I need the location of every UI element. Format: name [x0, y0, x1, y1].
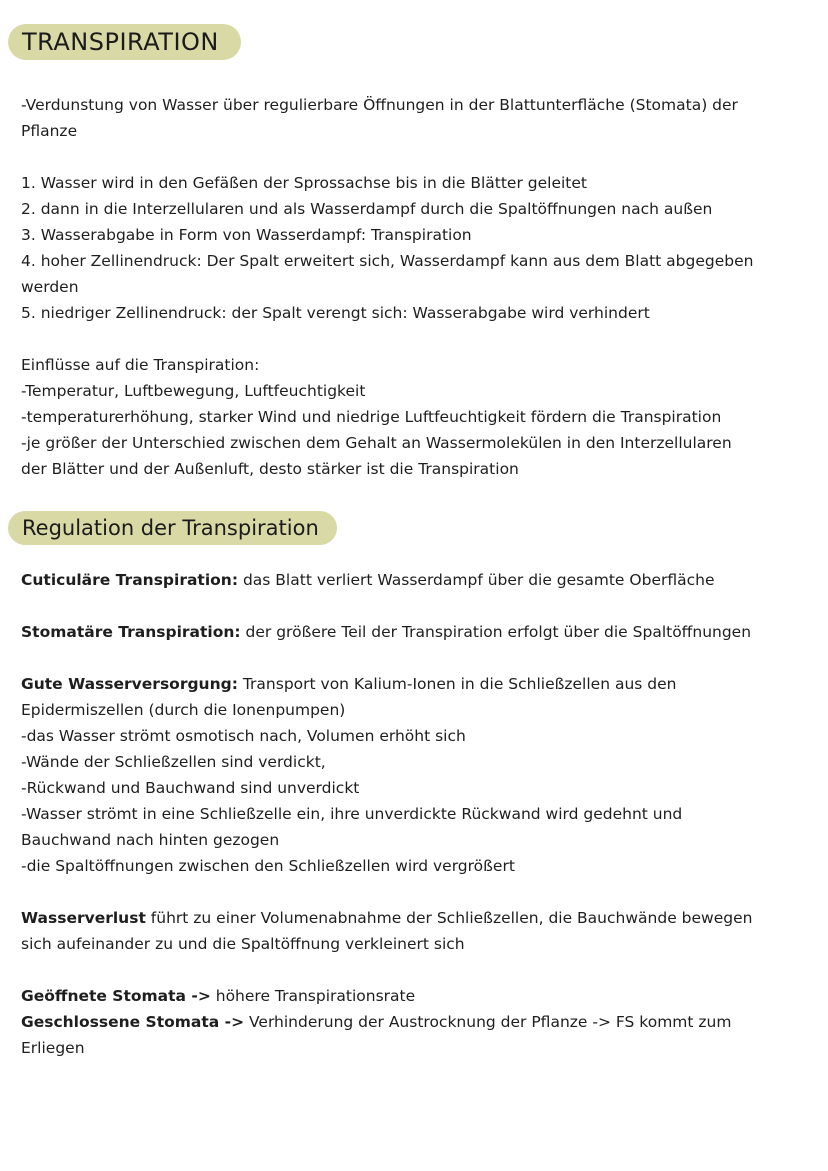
water-supply — [21, 671, 816, 697]
influence-item-continued: der Blätter und der Außenluft, desto stärker ist die Transpiration — [21, 460, 519, 478]
term-text: das Blatt verliert Wasserdampf über die gesamte Oberfläche — [238, 571, 715, 589]
water-supply-line: -das Wasser strömt osmotisch nach, Volumen erhöht sich — [21, 727, 466, 745]
term-label: Geschlossene Stomata -> — [21, 1013, 245, 1031]
water-loss — [21, 905, 816, 931]
step-1: 1. Wasser wird in den Gefäßen der Sprossachse bis in die Blätter geleitet — [21, 174, 587, 192]
term-text: führt zu einer Volumenabnahme der Schließzellen, die Bauchwände bewegen — [145, 909, 753, 927]
influence-item: -Temperatur, Luftbewegung, Luftfeuchtigkeit — [21, 382, 366, 400]
term-label: Wasserverlust — [21, 909, 146, 927]
water-supply-line: -die Spaltöffnungen zwischen den Schließzellen wird vergrößert — [21, 857, 515, 875]
water-supply-line: Epidermiszellen (durch die Ionenpumpen) — [21, 701, 346, 719]
definition-line-2: Pflanze — [21, 122, 78, 140]
water-loss-continued: sich aufeinander zu und die Spaltöffnung verkleinert sich — [21, 935, 465, 953]
step-4-continued: werden — [21, 278, 79, 296]
term-text: Verhinderung der Austrocknung der Pflanze -> FS kommt zum — [244, 1013, 732, 1031]
term-label: Geöffnete Stomata -> — [21, 987, 211, 1005]
water-supply-line: -Wasser strömt in eine Schließzelle ein, ihre unverdickte Rückwand wird gedehnt und — [21, 805, 683, 823]
water-supply-line: -Wände der Schließzellen sind verdickt, — [21, 753, 326, 771]
water-supply-line: -Rückwand und Bauchwand sind unverdickt — [21, 779, 360, 797]
water-supply-line: Bauchwand nach hinten gezogen — [21, 831, 280, 849]
step-4: 4. hoher Zellinendruck: Der Spalt erweitert sich, Wasserdampf kann aus dem Blatt abgegeben — [21, 252, 754, 270]
closed-stomata-continued: Erliegen — [21, 1039, 85, 1057]
closed-stomata — [21, 1009, 816, 1035]
open-stomata — [21, 983, 816, 1009]
term-label: Stomatäre Transpiration: — [21, 623, 241, 641]
term-label: Gute Wasserversorgung: — [21, 675, 238, 693]
term-text: Transport von Kalium-Ionen in die Schließzellen aus den — [237, 675, 677, 693]
influence-item: -je größer der Unterschied zwischen dem Gehalt an Wassermolekülen in den Interzellularen — [21, 434, 732, 452]
influences-heading: Einflüsse auf die Transpiration: — [21, 356, 260, 374]
page-title: TRANSPIRATION — [8, 24, 241, 60]
step-3: 3. Wasserabgabe in Form von Wasserdampf: Transpiration — [21, 226, 472, 244]
term-label: Cuticuläre Transpiration: — [21, 571, 239, 589]
definition-line-1: -Verdunstung von Wasser über regulierbare Öffnungen in der Blattunterfläche (Stomata) der — [21, 96, 738, 114]
influence-item: -temperaturerhöhung, starker Wind und niedrige Luftfeuchtigkeit fördern die Transpiration — [21, 408, 722, 426]
stomatal-transpiration — [21, 619, 816, 645]
term-text: höhere Transpirationsrate — [210, 987, 416, 1005]
step-2: 2. dann in die Interzellularen und als Wasserdampf durch die Spaltöffnungen nach außen — [21, 200, 713, 218]
term-text: der größere Teil der Transpiration erfolgt über die Spaltöffnungen — [240, 623, 752, 641]
cuticular-transpiration — [21, 567, 816, 593]
section-title-regulation: Regulation der Transpiration — [8, 511, 337, 545]
step-5: 5. niedriger Zellinendruck: der Spalt verengt sich: Wasserabgabe wird verhindert — [21, 304, 650, 322]
